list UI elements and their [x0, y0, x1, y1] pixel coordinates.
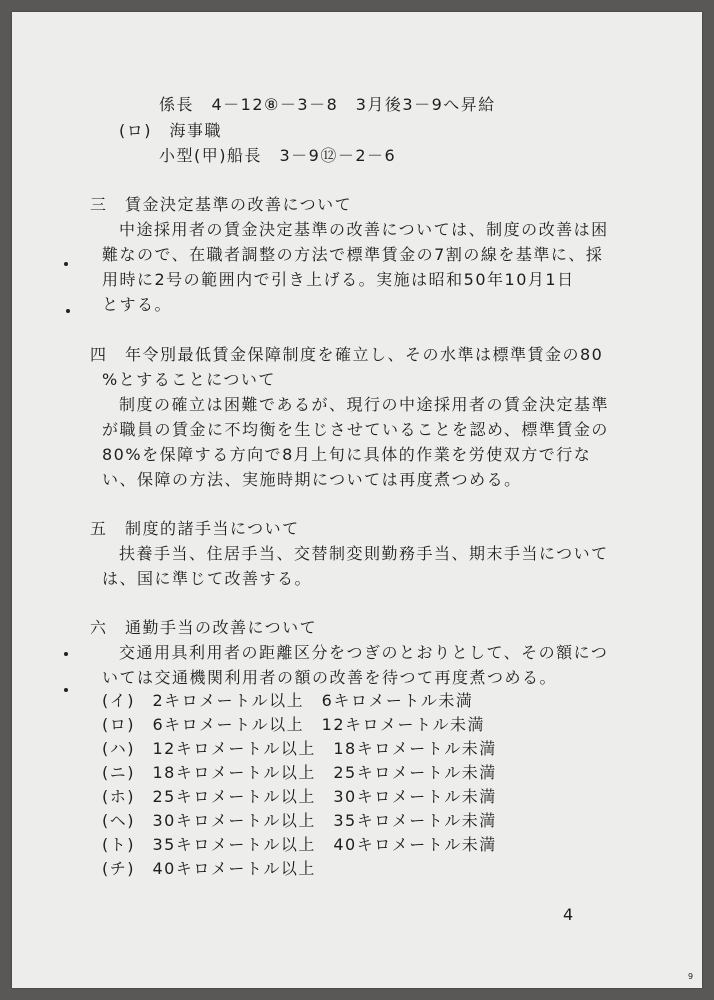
- section-6-text-2: いては交通機関利用者の額の改善を待つて再度煮つめる。: [102, 668, 558, 687]
- punch-mark: [64, 262, 68, 266]
- distance-item-i: (イ) 2キロメートル以上 6キロメートル未満: [102, 691, 474, 710]
- section-5-text-2: は、国に準じて改善する。: [102, 569, 313, 588]
- punch-mark: [66, 309, 70, 313]
- section-6-heading: 六 通勤手当の改善について: [90, 618, 318, 637]
- punch-mark: [64, 652, 68, 656]
- distance-item-ha: (ハ) 12キロメートル以上 18キロメートル未満: [102, 739, 497, 758]
- distance-item-to: (ト) 35キロメートル以上 40キロメートル未満: [102, 835, 497, 854]
- distance-item-ho: (ホ) 25キロメートル以上 30キロメートル未満: [102, 787, 497, 806]
- section-3-text-2: 難なので、在職者調整の方法で標準賃金の7割の線を基準に、採: [102, 245, 604, 264]
- subsection-ro-heading: (ロ) 海事職: [119, 121, 222, 140]
- section-4-text-2: が職員の賃金に不均衡を生じさせていることを認め、標準賃金の: [102, 420, 609, 439]
- section-3-text-1: 中途採用者の賃金決定基準の改善については、制度の改善は困: [119, 220, 609, 239]
- section-6-text-1: 交通用具利用者の距離区分をつぎのとおりとして、その額につ: [119, 643, 609, 662]
- section-4-text-1: 制度の確立は困難であるが、現行の中途採用者の賃金決定基準: [119, 395, 610, 414]
- section-4-text-3: 80%を保障する方向で8月上旬に具体的作業を労使双方で行な: [102, 445, 592, 464]
- page-number: 4: [563, 905, 575, 924]
- corner-mark: 9: [688, 972, 695, 981]
- distance-item-he: (ヘ) 30キロメートル以上 35キロメートル未満: [102, 811, 497, 830]
- punch-mark: [64, 688, 68, 692]
- section-5-text-1: 扶養手当、住居手当、交替制変則勤務手当、期末手当について: [119, 544, 609, 563]
- distance-item-ni: (ニ) 18キロメートル以上 25キロメートル未満: [102, 763, 497, 782]
- distance-item-chi: (チ) 40キロメートル以上: [102, 859, 316, 878]
- section-3-text-4: とする。: [102, 295, 173, 314]
- section-3-heading: 三 賃金決定基準の改善について: [90, 195, 353, 214]
- section-4-text-4: い、保障の方法、実施時期については再度煮つめる。: [102, 470, 522, 489]
- section-4-heading: 四 年令別最低賃金保障制度を確立し、その水準は標準賃金の80: [90, 345, 604, 364]
- section-4-heading-cont: %とすることについて: [102, 370, 276, 389]
- section-3-text-3: 用時に2号の範囲内で引き上げる。実施は昭和50年10月1日: [102, 270, 575, 289]
- document-page: [12, 12, 702, 988]
- section-5-heading: 五 制度的諸手当について: [90, 519, 300, 538]
- distance-item-ro: (ロ) 6キロメートル以上 12キロメートル未満: [102, 715, 486, 734]
- pay-step-chief-line: 係長 4－12⑧－3－8 3月後3－9へ昇給: [159, 95, 496, 114]
- pay-step-captain-line: 小型(甲)船長 3－9⑫－2－6: [159, 146, 397, 165]
